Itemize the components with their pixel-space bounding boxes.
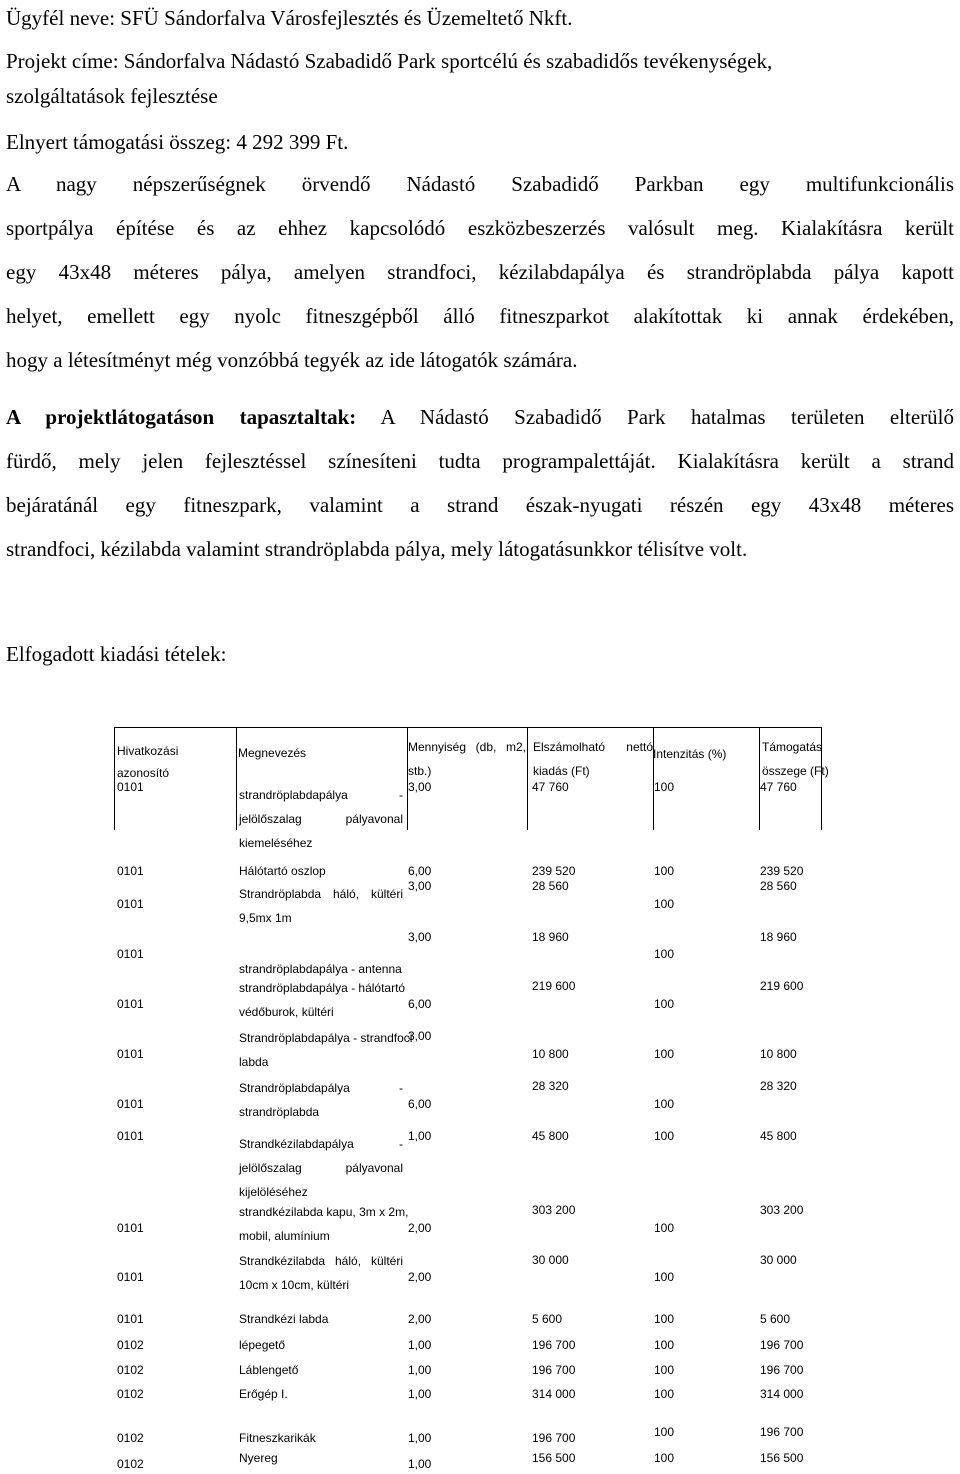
visit-heading: A projektlátogatáson tapasztaltak: (6, 405, 357, 429)
row-support: 28 320 (760, 1079, 797, 1093)
row-rate: 100 (654, 997, 675, 1011)
row-qty: 6,00 (408, 997, 432, 1011)
row-name: mobil, alumínium (239, 1229, 330, 1243)
header-cost-line2: kiadás (Ft) (533, 764, 590, 778)
row-support: 156 500 (760, 1451, 804, 1465)
row-qty: 3,00 (408, 780, 432, 794)
header-qty-word: m2, (505, 740, 526, 754)
row-name: 9,5mx 1m (239, 911, 292, 925)
description-line: sportpálya építése és az ehhez kapcsolódó eszközbeszerzés valósult meg. Kialakításra került (6, 216, 954, 240)
row-support: 196 700 (760, 1425, 804, 1439)
row-qty: 1,00 (408, 1457, 432, 1471)
project-title-line1: Projekt címe: Sándorfalva Nádastó Szabadidő Park sportcélú és szabadidős tevékenységek, (6, 49, 773, 73)
row-cost: 28 320 (532, 1079, 569, 1093)
row-cost: 314 000 (532, 1387, 576, 1401)
row-rate: 100 (654, 1221, 675, 1235)
row-name: Fitneszkarikák (239, 1431, 316, 1445)
row-rate: 100 (654, 1363, 675, 1377)
row-qty: 3,00 (408, 930, 432, 944)
row-rate: 100 (654, 1387, 675, 1401)
row-support: 196 700 (760, 1338, 804, 1352)
row-support: 28 560 (760, 879, 797, 893)
row-qty: 2,00 (408, 1221, 432, 1235)
row-cost: 196 700 (532, 1363, 576, 1377)
expenses-table (114, 727, 829, 1471)
description-line: egy 43x48 méteres pálya, amelyen strandfoci, kézilabdapálya és strandröplabda pálya kapott (6, 260, 954, 284)
header-support-line2: összege (Ft) (762, 764, 829, 778)
row-cost: 30 000 (532, 1253, 569, 1267)
header-qty-line1 (408, 740, 526, 754)
header-ref-line2: azonosító (117, 766, 170, 780)
row-ref: 0101 (117, 947, 144, 961)
client-name: Ügyfél neve: SFÜ Sándorfalva Városfejlesztés és Üzemeltető Nkft. (6, 6, 573, 30)
row-qty: 1,00 (408, 1387, 432, 1401)
row-support: 5 600 (760, 1312, 791, 1326)
row-rate: 100 (654, 1097, 675, 1111)
row-qty: 1,00 (408, 1338, 432, 1352)
row-name: strandkézilabda kapu, 3m x 2m, (239, 1205, 409, 1219)
row-cost: 5 600 (532, 1312, 563, 1326)
row-qty: 2,00 (408, 1312, 432, 1326)
row-cost: 47 760 (532, 780, 569, 794)
row-support: 219 600 (760, 979, 804, 993)
row-ref: 0102 (117, 1457, 144, 1471)
row-qty: 1,00 (408, 1431, 432, 1445)
row-cost: 10 800 (532, 1047, 569, 1061)
row-qty: 2,00 (408, 1270, 432, 1284)
row-cost: 196 700 (532, 1431, 576, 1445)
description-line: A nagy népszerűségnek örvendő Nádastó Szabadidő Parkban egy multifunkcionális (6, 172, 954, 196)
table-column-divider (236, 727, 237, 830)
row-name: Strandröplabdapálya - (239, 1081, 403, 1095)
row-support: 314 000 (760, 1387, 804, 1401)
row-ref: 0102 (117, 1363, 144, 1377)
row-name: Strandkézilabdapálya - (239, 1137, 403, 1151)
row-name: Strandröplabdapálya - strandfoci (239, 1031, 413, 1045)
row-rate: 100 (654, 1129, 675, 1143)
row-name: strandröplabda (239, 1105, 320, 1119)
row-name: Strandkézi labda (239, 1312, 329, 1326)
row-support: 239 520 (760, 864, 804, 878)
visit-first-line (6, 405, 954, 430)
visit-line: bejáratánál egy fitneszpark, valamint a strand észak-nyugati részén egy 43x48 méteres (6, 493, 954, 517)
row-rate: 100 (654, 780, 675, 794)
row-support: 47 760 (760, 780, 797, 794)
row-cost: 219 600 (532, 979, 576, 993)
row-rate: 100 (654, 947, 675, 961)
row-qty: 6,00 (408, 1097, 432, 1111)
row-rate: 100 (654, 1312, 675, 1326)
row-name: Erőgép I. (239, 1387, 288, 1401)
table-column-divider (527, 727, 528, 830)
row-name: védőburok, kültéri (239, 1005, 334, 1019)
row-cost: 196 700 (532, 1338, 576, 1352)
row-ref: 0101 (117, 1270, 144, 1284)
row-cost: 156 500 (532, 1451, 576, 1465)
row-qty: 3,00 (408, 879, 432, 893)
row-name: strandröplabdapálya - antenna (239, 962, 402, 976)
header-ref-line1: Hivatkozási (117, 744, 179, 758)
table-column-divider (759, 727, 760, 830)
row-ref: 0101 (117, 1312, 144, 1326)
header-qty-line2: stb.) (408, 764, 432, 778)
row-name: kiemeléséhez (239, 836, 313, 850)
row-cost: 18 960 (532, 930, 569, 944)
header-qty-word: Mennyiség (408, 740, 467, 754)
description-line: helyet, emellett egy nyolc fitneszgépből álló fitneszparkot alakítottak ki annak érdekében, (6, 304, 954, 328)
grant-amount: Elnyert támogatási összeg: 4 292 399 Ft. (6, 130, 349, 154)
row-cost: 303 200 (532, 1203, 576, 1217)
row-ref: 0102 (117, 1431, 144, 1445)
table-top-border (114, 727, 822, 728)
header-rate: Intenzitás (%) (653, 747, 727, 761)
row-qty: 6,00 (408, 864, 432, 878)
header-name: Megnevezés (238, 746, 307, 760)
row-ref: 0101 (117, 1221, 144, 1235)
row-rate: 100 (654, 1270, 675, 1284)
row-ref: 0101 (117, 1097, 144, 1111)
visit-first-line-text: A Nádastó Szabadidő Park hatalmas területen elterülő (380, 405, 954, 429)
row-support: 45 800 (760, 1129, 797, 1143)
visit-line: strandfoci, kézilabda valamint strandröplabda pálya, mely látogatásunkkor télisítve volt. (6, 537, 748, 561)
row-name: Láblengető (239, 1363, 299, 1377)
row-name: strandröplabdapálya - hálótartó (239, 981, 406, 995)
row-support: 30 000 (760, 1253, 797, 1267)
row-ref: 0101 (117, 897, 144, 911)
header-cost-line1 (533, 740, 653, 754)
description-line: hogy a létesítményt még vonzóbbá tegyék az ide látogatók számára. (6, 348, 578, 372)
visit-line: fürdő, mely jelen fejlesztéssel színesíteni tudta programpalettáját. Kialakításra került a strand (6, 449, 954, 473)
header-support-line1: Támogatás (762, 740, 823, 754)
row-rate: 100 (654, 1338, 675, 1352)
row-qty: 3,00 (408, 1029, 432, 1043)
row-support: 18 960 (760, 930, 797, 944)
row-name: Strandkézilabda háló, kültéri (239, 1254, 403, 1268)
row-support: 303 200 (760, 1203, 804, 1217)
row-rate: 100 (654, 897, 675, 911)
header-cost-word: nettó (626, 740, 653, 754)
project-title-line2: szolgáltatások fejlesztése (6, 84, 218, 108)
row-rate: 100 (654, 864, 675, 878)
row-name: jelölőszalag pályavonal (239, 812, 403, 826)
row-name: labda (239, 1055, 269, 1069)
row-cost: 45 800 (532, 1129, 569, 1143)
row-ref: 0101 (117, 780, 144, 794)
row-name: Nyereg (239, 1451, 278, 1465)
row-ref: 0101 (117, 1129, 144, 1143)
row-cost: 28 560 (532, 879, 569, 893)
row-name: jelölőszalag pályavonal (239, 1161, 403, 1175)
row-ref: 0102 (117, 1338, 144, 1352)
row-name: Hálótartó oszlop (239, 864, 326, 878)
row-rate: 100 (654, 1047, 675, 1061)
row-rate: 100 (654, 1451, 675, 1465)
row-ref: 0101 (117, 864, 144, 878)
row-support: 10 800 (760, 1047, 797, 1061)
row-ref: 0101 (117, 997, 144, 1011)
row-cost: 239 520 (532, 864, 576, 878)
row-name: 10cm x 10cm, kültéri (239, 1278, 350, 1292)
header-qty-word: (db, (475, 740, 497, 754)
table-left-border (114, 727, 115, 830)
row-ref: 0101 (117, 1047, 144, 1061)
row-qty: 1,00 (408, 1129, 432, 1143)
table-column-divider (653, 727, 654, 830)
row-name: strandröplabdapálya - (239, 788, 403, 802)
row-name: kijelöléséhez (239, 1185, 308, 1199)
row-rate: 100 (654, 1425, 675, 1439)
row-name: Strandröplabda háló, kültéri (239, 887, 403, 901)
header-cost-word: Elszámolható (533, 740, 606, 754)
row-support: 196 700 (760, 1363, 804, 1377)
expenses-title: Elfogadott kiadási tételek: (6, 642, 227, 666)
row-name: lépegető (239, 1338, 286, 1352)
row-ref: 0102 (117, 1387, 144, 1401)
row-qty: 1,00 (408, 1363, 432, 1377)
